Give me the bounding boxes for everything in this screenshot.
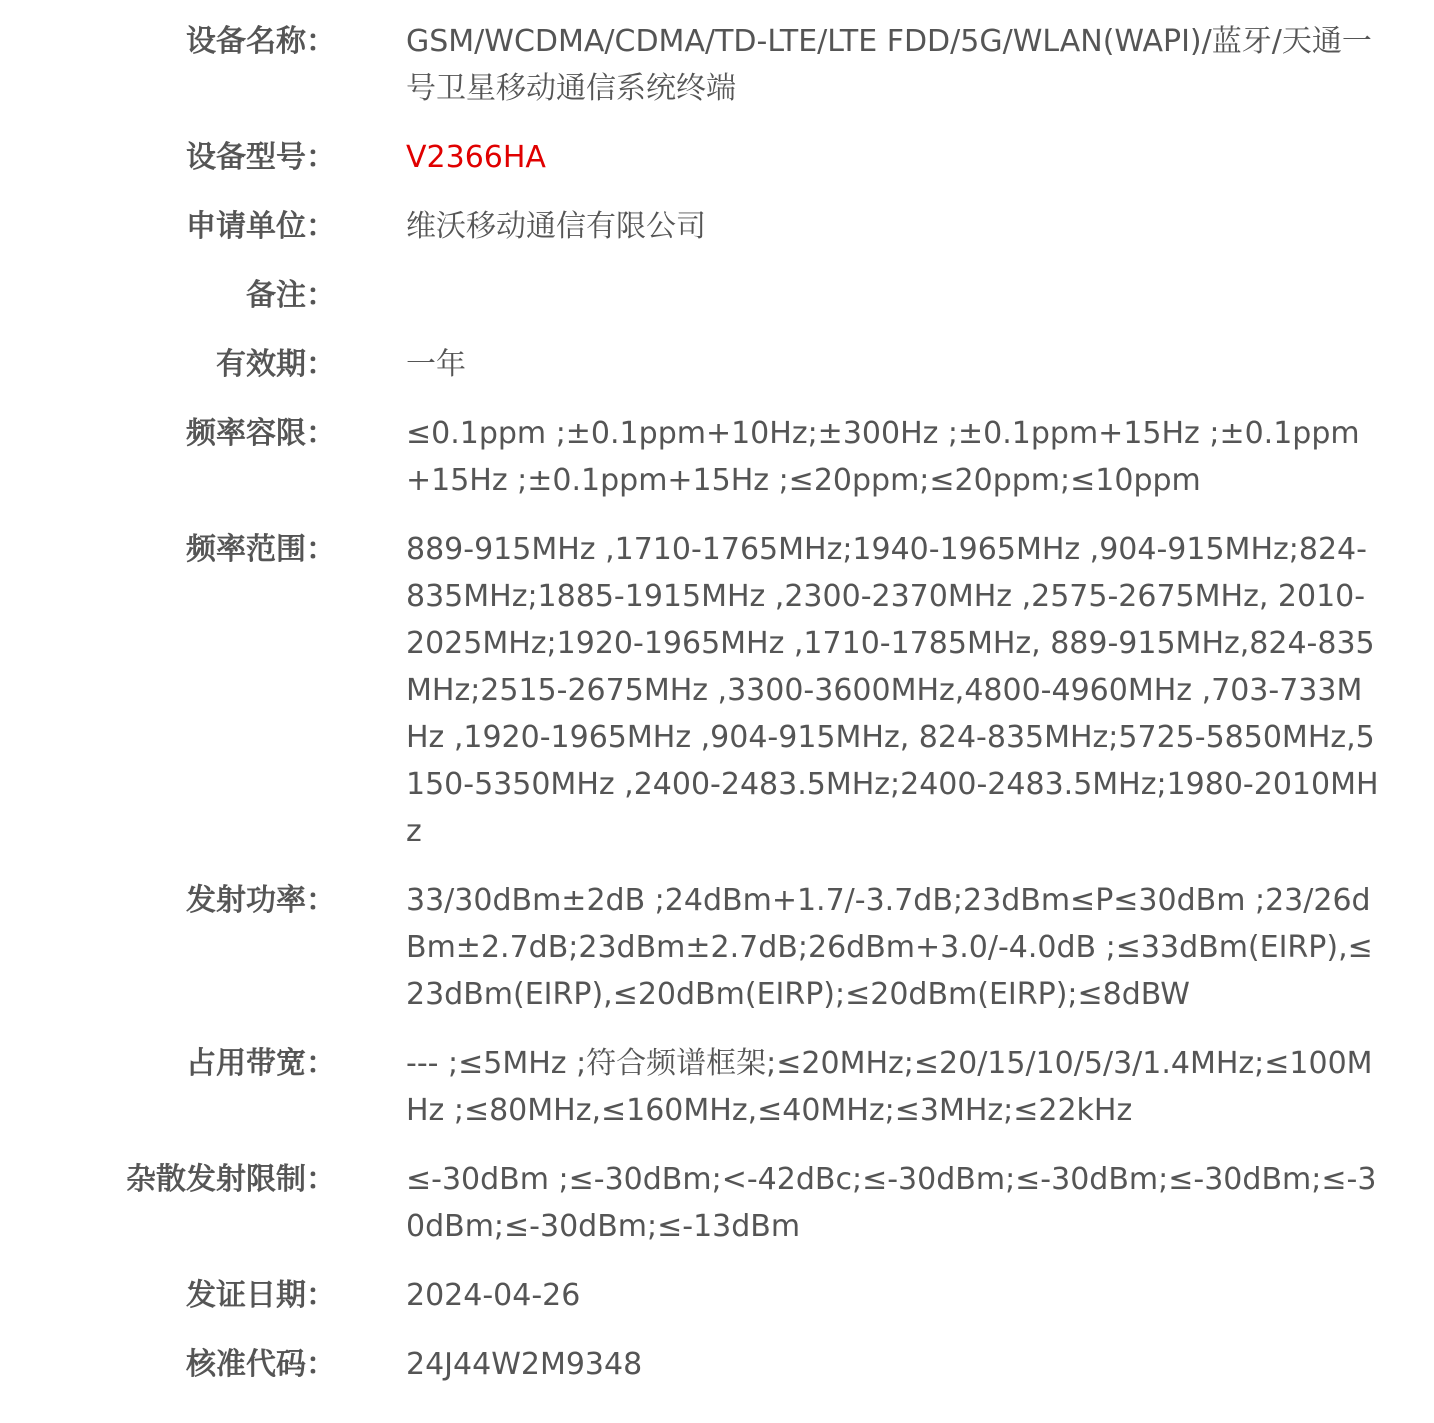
device-model-label: 设备型号： (186, 140, 336, 175)
remarks-label: 备注： (246, 278, 336, 313)
applicant-label: 申请单位： (186, 209, 336, 244)
certificate-detail-list (0, 18, 1434, 1410)
remarks-value (406, 272, 1381, 319)
row-approval-code (0, 1341, 1434, 1388)
validity-label: 有效期： (216, 347, 336, 382)
approval-code-value: 24J44W2M9348 (406, 1347, 643, 1382)
row-spurious-emission (0, 1156, 1434, 1250)
applicant-value: 维沃移动通信有限公司 (406, 209, 706, 244)
frequency-tolerance-value: ≤0.1ppm ;±0.1ppm+10Hz;±300Hz ;±0.1ppm+15Hz ;±0.1ppm+15Hz ;±0.1ppm+15Hz ;≤20ppm;≤20ppm;≤10ppm (406, 416, 1360, 498)
transmit-power-label: 发射功率： (186, 883, 336, 918)
device-model-value: V2366HA (406, 140, 546, 175)
row-frequency-tolerance (0, 410, 1434, 504)
approval-code-label: 核准代码： (186, 1347, 336, 1382)
issue-date-label: 发证日期： (186, 1278, 336, 1313)
frequency-range-label: 频率范围： (186, 532, 336, 567)
spurious-emission-label: 杂散发射限制： (126, 1162, 336, 1197)
transmit-power-value: 33/30dBm±2dB ;24dBm+1.7/-3.7dB;23dBm≤P≤30dBm ;23/26dBm±2.7dB;23dBm±2.7dB;26dBm+3.0/-4.0dB ;≤33dBm(EIRP),≤23dBm(EIRP),≤20dBm(EIRP);≤20dBm(EIRP);≤8dBW (406, 883, 1373, 1012)
device-name-value: GSM/WCDMA/CDMA/TD-LTE/LTE FDD/5G/WLAN(WAPI)/蓝牙/天通一号卫星移动通信系统终端 (406, 24, 1372, 106)
frequency-tolerance-label: 频率容限： (186, 416, 336, 451)
row-remarks (0, 272, 1434, 319)
device-name-label: 设备名称： (186, 24, 336, 59)
row-validity (0, 341, 1434, 388)
spurious-emission-value: ≤-30dBm ;≤-30dBm;<-42dBc;≤-30dBm;≤-30dBm;≤-30dBm;≤-30dBm;≤-30dBm;≤-13dBm (406, 1162, 1377, 1244)
row-device-name (0, 18, 1434, 112)
row-applicant (0, 203, 1434, 250)
frequency-range-value: 889-915MHz ,1710-1765MHz;1940-1965MHz ,904-915MHz;824-835MHz;1885-1915MHz ,2300-2370MHz ,2575-2675MHz, 2010-2025MHz;1920-1965MHz ,1710-1785MHz, 889-915MHz,824-835MHz;2515-2675MHz ,3300-3600MHz,4800-4960MHz ,703-733MHz ,1920-1965MHz ,904-915MHz, 824-835MHz;5725-5850MHz,5150-5350MHz ,2400-2483.5MHz;2400-2483.5MHz;1980-2010MHz (406, 532, 1379, 849)
row-issue-date (0, 1272, 1434, 1319)
occupied-bandwidth-value: --- ;≤5MHz ;符合频谱框架;≤20MHz;≤20/15/10/5/3/1.4MHz;≤100MHz ;≤80MHz,≤160MHz,≤40MHz;≤3MHz;≤22kHz (406, 1046, 1373, 1128)
row-transmit-power (0, 877, 1434, 1018)
row-occupied-bandwidth (0, 1040, 1434, 1134)
row-device-model (0, 134, 1434, 181)
issue-date-value: 2024-04-26 (406, 1278, 581, 1313)
occupied-bandwidth-label: 占用带宽： (186, 1046, 336, 1081)
validity-value: 一年 (406, 347, 466, 382)
row-frequency-range (0, 526, 1434, 855)
